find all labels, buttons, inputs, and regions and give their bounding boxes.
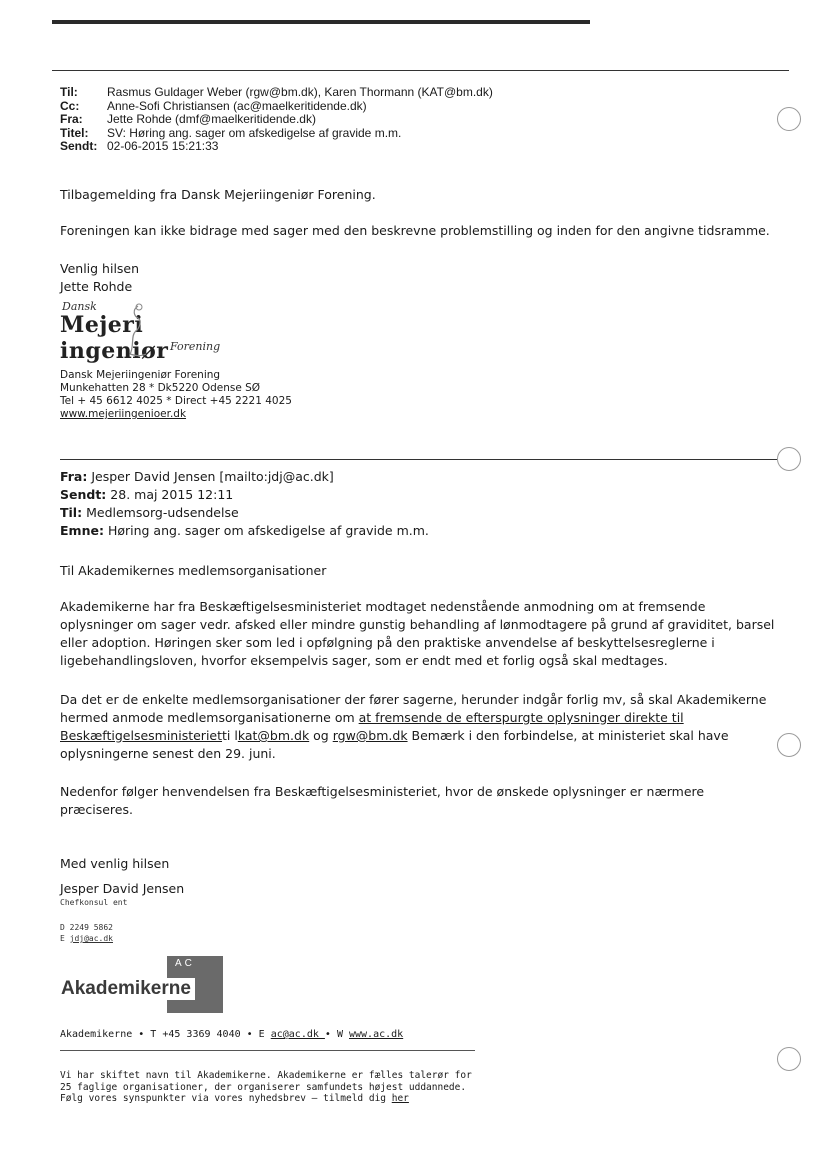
email-link-kat[interactable]: kat@bm.dk (237, 728, 310, 743)
email-header (60, 86, 493, 154)
divider-line (60, 459, 777, 460)
closing: Venlig hilsen (60, 261, 140, 276)
org-footer: Akademikerne • T +45 3369 4040 • E ac@ac.dk • W www.ac.dk (60, 1029, 404, 1040)
body-text: Tilbagemelding fra Dansk Mejeriingeniør Forening. (60, 187, 376, 202)
fwd-row-to: Til: Medlemsorg-udsendelse (60, 505, 239, 520)
header-row-cc: Cc: Anne-Sofi Christiansen (ac@maelkeritidende.dk) (60, 98, 367, 113)
note-block: Vi har skiftet navn til Akademikerne. Akademikerne er fælles talerør for 25 faglige organisationer, der organiserer samfundets højest uddannede. Følg vores synspunkter via vores nyhedsbrev – tilmeld dig her (60, 1070, 472, 1104)
closing: Med venlig hilsen (60, 856, 170, 871)
forwarded-header (60, 468, 429, 540)
header-row-sent: Sendt: 02-06-2015 15:21:33 (60, 139, 219, 153)
signer-name: Jette Rohde (60, 279, 133, 294)
fwd-row-from: Fra: Jesper David Jensen [mailto:jdj@ac.dk] (60, 469, 334, 484)
signer-title: Chefkonsul ent (60, 898, 128, 907)
top-edge-bar (52, 20, 590, 24)
signer-email-link[interactable]: jdj@ac.dk (69, 934, 113, 943)
address-block: Dansk Mejeriingeniør Forening Munkehatten 28 * Dk5220 Odense SØ Tel + 45 6612 4025 * Direct +45 2221 4025 www.mejeriingenioer.dk (60, 369, 292, 420)
fwd-row-sent: Sendt: 28. maj 2015 12:11 (60, 487, 234, 502)
divider-line (60, 1050, 475, 1051)
website-link[interactable]: www.mejeriingenioer.dk (60, 408, 187, 420)
email-link-rgw[interactable]: rgw@bm.dk (332, 728, 408, 743)
figurine-icon (122, 302, 152, 360)
signer-email: E jdj@ac.dk (60, 934, 113, 943)
punch-hole (777, 447, 801, 471)
footer-email-link[interactable]: ac@ac.dk (270, 1029, 325, 1040)
paragraph-1: Akademikerne har fra Beskæftigelsesministeriet modtaget nedenstående anmodning om at fremsende oplysninger om sager vedr. afsked eller mindre gunstig behandling af lønmodtagere på grund af graviditet, barsel eller adoption. Høringen sker som led i opfølgning på den praktiske anvendelse af beskyttelsesreglerne i ligebehandlingsloven, hvorfor eksempelvis sager, som er endt med et forlig også skal medtages. (60, 599, 775, 668)
newsletter-link[interactable]: her (391, 1093, 409, 1104)
paragraph-2: Da det er de enkelte medlemsorganisationer der fører sagerne, herunder indgår forlig mv, så skal Akademikerne hermed anmode medlemsorganisationerne om at fremsende de efterspurgte oplysninger direkte til Beskæftigelsesministerietti lkat@bm.dk og rgw@bm.dk Bemærk i den forbindelse, at ministeriet skal have oplysningerne senest den 29. juni. (60, 692, 767, 761)
akademikerne-logo: Akademikerne (61, 978, 195, 1000)
signer-phone: D 2249 5862 (60, 923, 113, 932)
signer-name: Jesper David Jensen (60, 881, 185, 896)
ministry-link[interactable]: Beskæftigelsesministeriet (60, 728, 223, 743)
paragraph-3: Nedenfor følger henvendelsen fra Beskæftigelsesministeriet, hvor de ønskede oplysninger er nærmere præciseres. (60, 784, 705, 817)
header-row-to: Til: Rasmus Guldager Weber (rgw@bm.dk), Karen Thormann (KAT@bm.dk) (60, 85, 493, 99)
request-link[interactable]: at fremsende de efterspurgte oplysninger direkte til (358, 710, 684, 725)
fwd-row-subject: Emne: Høring ang. sager om afskedigelse af gravide m.m. (60, 523, 429, 538)
body-text: Foreningen kan ikke bidrage med sager med den beskrevne problemstilling og inden for den angivne tidsramme. (60, 223, 770, 238)
divider-line (52, 70, 789, 71)
header-row-subject: Titel: SV: Høring ang. sager om afskedigelse af gravide m.m. (60, 125, 402, 140)
ac-logo-box: AC (167, 956, 223, 1013)
punch-hole (777, 733, 801, 757)
footer-web-link[interactable]: www.ac.dk (349, 1029, 404, 1040)
header-row-from: Fra: Jette Rohde (dmf@maelkeritidende.dk) (60, 112, 316, 126)
punch-hole (777, 107, 801, 131)
punch-hole (777, 1047, 801, 1071)
greeting: Til Akademikernes medlemsorganisationer (60, 563, 327, 578)
dmf-logo: Dansk Mejeri ingeniør Forening (60, 300, 221, 364)
